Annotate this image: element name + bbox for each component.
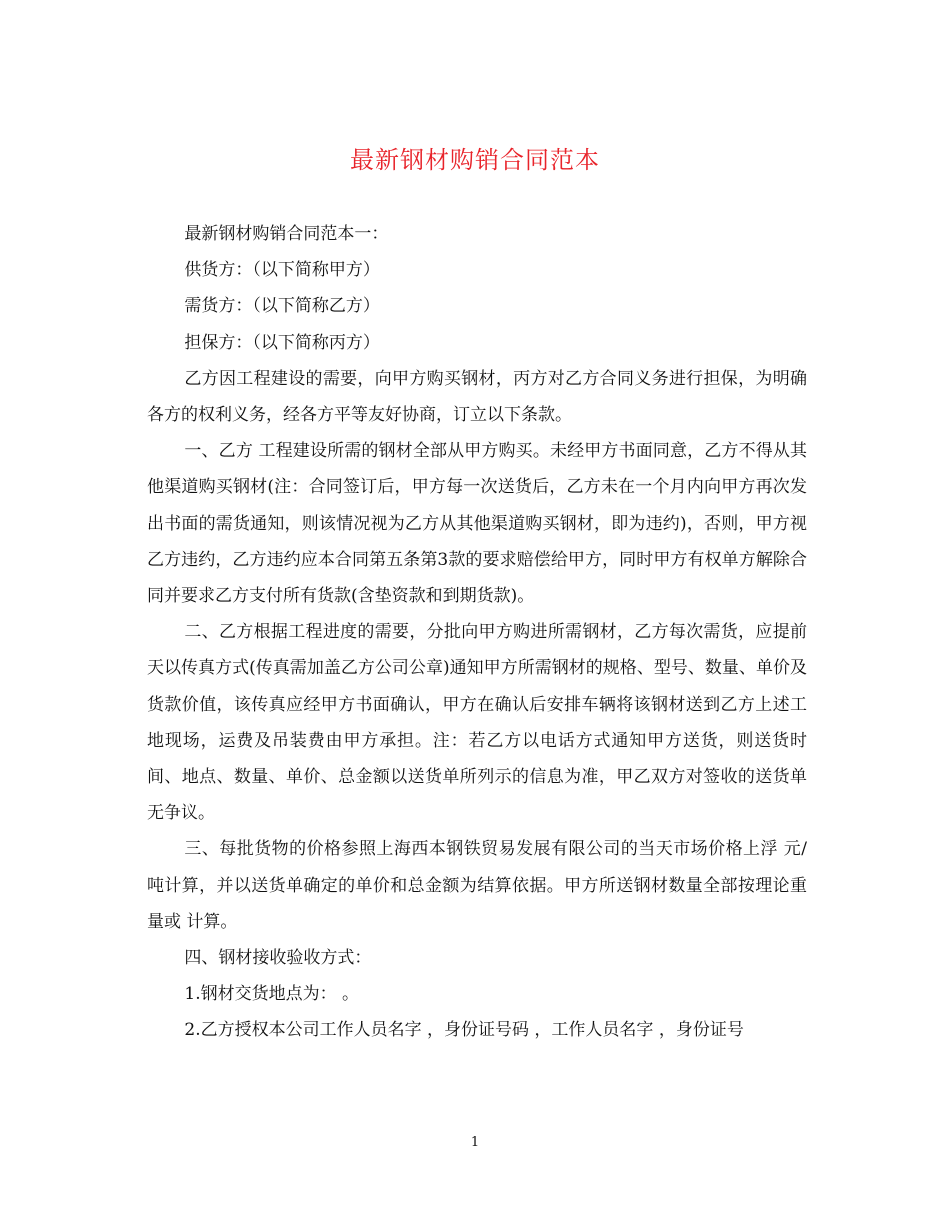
paragraph-guarantor: 担保方：（以下简称丙方） xyxy=(184,332,380,353)
paragraph-supplier: 供货方：（以下简称甲方） xyxy=(184,260,380,281)
paragraph-clause-2: 二、乙方根据工程进度的需要，分批向甲方购进所需钢材，乙方每次需货，应提前 天以传真方式(传真需加盖乙方公司公章)通知甲方所需钢材的规格、型号、数量、单价及货款价值，该传真应经甲方书面确认，甲方在确认后安排车辆将该钢材送到乙方上述工地现场，运费及吊装费由甲方承担。注：若乙方以电话方式通知甲方送货，则送货时间、地点、数量、单价、总金额以送货单所列示的信息为准，甲乙双方对签收的送货单无争议。 xyxy=(147,622,807,824)
paragraph-clause-4-item-2: 2.乙方授权本公司工作人员名字 ，身份证号码 ，工作人员名字 ，身份证号 xyxy=(184,1020,744,1041)
document-title: 最新钢材购销合同范本 xyxy=(350,146,600,174)
page-number: 1 xyxy=(470,1135,480,1150)
paragraph-clause-4-item-1: 1.钢材交货地点为： 。 xyxy=(184,984,360,1005)
paragraph-clause-1: 一、乙方 工程建设所需的钢材全部从甲方购买。未经甲方书面同意，乙方不得从其他渠道购买钢材(注：合同签订后，甲方每一次送货后，乙方未在一个月内向甲方再次发出书面的需货通知，则该情况视为乙方从其他渠道购买钢材，即为违约)，否则，甲方视乙方违约，乙方违约应本合同第五条第3款的要求赔偿给甲方，同时甲方有权单方解除合同并要求乙方支付所有货款(含垫资款和到期货款)。 xyxy=(147,441,807,607)
paragraph-clause-4-heading: 四、钢材接收验收方式： xyxy=(184,948,372,969)
paragraph-subtitle: 最新钢材购销合同范本一： xyxy=(184,224,389,244)
document-body xyxy=(147,216,807,1049)
paragraph-preamble: 乙方因工程建设的需要，向甲方购买钢材，丙方对乙方合同义务进行担保，为明确各方的权利义务，经各方平等友好协商，订立以下条款。 xyxy=(147,368,807,426)
paragraph-clause-3: 三、每批货物的价格参照上海西本钢铁贸易发展有限公司的当天市场价格上浮 元/吨计算，并以送货单确定的单价和总金额为结算依据。甲方所送钢材数量全部按理论重量或 计算。 xyxy=(147,839,807,932)
paragraph-buyer: 需货方：（以下简称乙方） xyxy=(184,296,380,317)
